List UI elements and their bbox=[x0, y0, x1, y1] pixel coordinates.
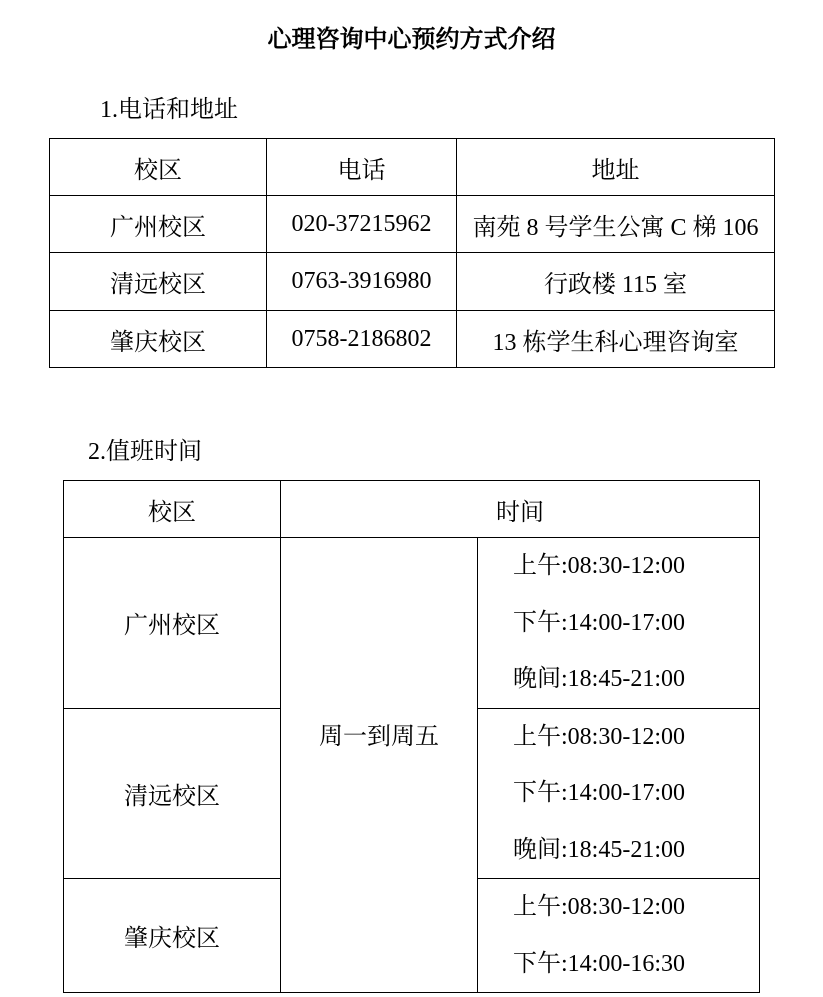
duty-hours-table bbox=[63, 480, 760, 993]
table-row bbox=[64, 538, 760, 709]
campus-cell: 广州校区 bbox=[50, 196, 267, 253]
column-header-phone: 电话 bbox=[267, 139, 457, 196]
address-cell: 南苑 8 号学生公寓 C 梯 106 bbox=[457, 196, 775, 253]
address-cell: 行政楼 115 室 bbox=[457, 253, 775, 311]
time-slot: 上午:08:30-12:00 bbox=[513, 723, 685, 750]
time-slots-cell bbox=[478, 708, 760, 879]
time-slot: 下午:14:00-17:00 bbox=[513, 609, 685, 636]
phone-cell: 0758-2186802 bbox=[267, 311, 457, 368]
contact-table-header-row bbox=[50, 139, 775, 196]
time-slots-cell bbox=[478, 538, 760, 709]
phone-cell: 020-37215962 bbox=[267, 196, 457, 253]
time-slot: 下午:14:00-17:00 bbox=[513, 780, 685, 806]
time-slot: 上午:08:30-12:00 bbox=[513, 894, 685, 920]
address-cell: 13 栋学生科心理咨询室 bbox=[457, 311, 775, 368]
duty-table-header-row bbox=[64, 481, 760, 538]
section-heading-duty-hours: 2.值班时间 bbox=[88, 439, 202, 465]
time-slot: 晚间:18:45-21:00 bbox=[513, 836, 685, 863]
phone-cell: 0763-3916980 bbox=[267, 253, 457, 311]
time-slots-cell bbox=[478, 879, 760, 993]
column-header-time: 时间 bbox=[281, 481, 760, 538]
column-header-campus: 校区 bbox=[50, 139, 267, 196]
section-heading-contact: 1.电话和地址 bbox=[100, 97, 238, 123]
campus-cell: 清远校区 bbox=[64, 708, 281, 879]
document-title: 心理咨询中心预约方式介绍 bbox=[267, 27, 556, 53]
campus-cell: 清远校区 bbox=[50, 253, 267, 311]
campus-cell: 广州校区 bbox=[64, 538, 281, 709]
time-slot: 下午:14:00-16:30 bbox=[513, 950, 685, 977]
weekdays-cell: 周一到周五 bbox=[281, 538, 478, 993]
column-header-campus: 校区 bbox=[64, 481, 281, 538]
time-slot: 上午:08:30-12:00 bbox=[513, 553, 685, 579]
table-row bbox=[50, 196, 775, 253]
campus-cell: 肇庆校区 bbox=[64, 879, 281, 993]
column-header-address: 地址 bbox=[457, 139, 775, 196]
contact-table bbox=[49, 138, 775, 368]
table-row bbox=[50, 311, 775, 368]
campus-cell: 肇庆校区 bbox=[50, 311, 267, 368]
table-row bbox=[50, 253, 775, 311]
time-slot: 晚间:18:45-21:00 bbox=[513, 666, 685, 692]
